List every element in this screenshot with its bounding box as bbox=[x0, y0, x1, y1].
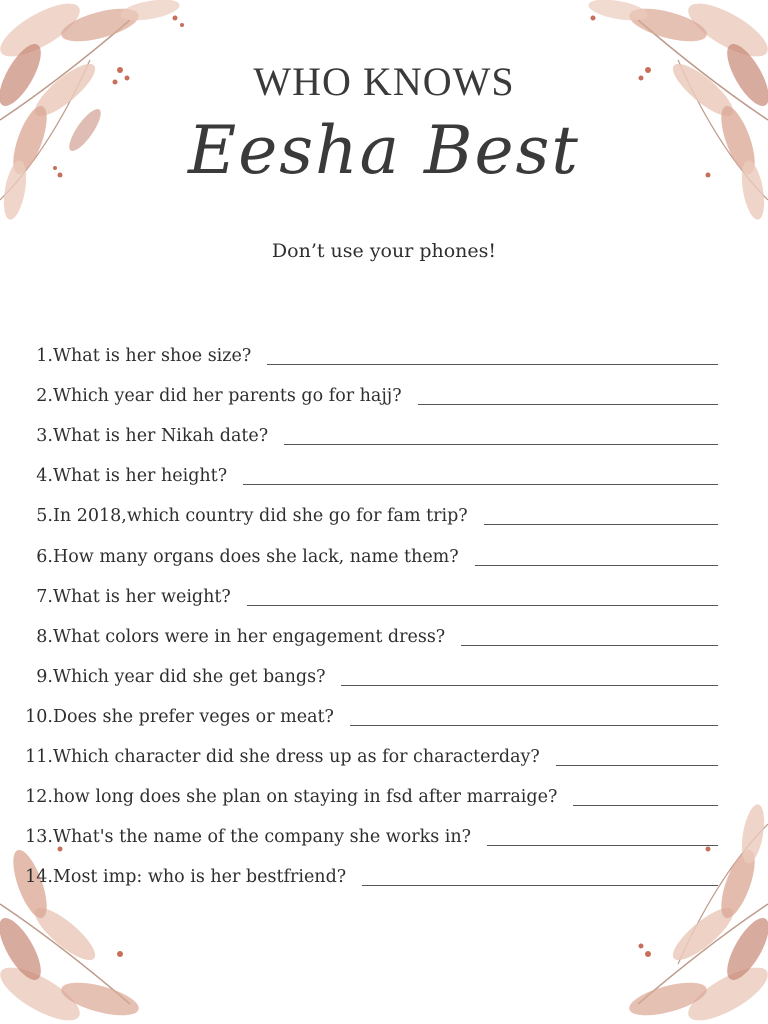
answer-blank-line[interactable] bbox=[573, 805, 718, 806]
answer-blank-line[interactable] bbox=[556, 765, 718, 766]
question-row bbox=[18, 327, 718, 367]
question-text: What is her height? bbox=[53, 466, 228, 487]
question-text: What is her weight? bbox=[53, 586, 231, 607]
question-number: 12. bbox=[25, 787, 53, 808]
answer-blank-line[interactable] bbox=[487, 845, 718, 846]
question-number: 5. bbox=[36, 506, 53, 527]
question-number: 6. bbox=[36, 546, 53, 567]
question-row bbox=[18, 808, 718, 848]
question-row bbox=[18, 367, 718, 407]
question-row bbox=[18, 688, 718, 728]
question-number: 11. bbox=[25, 747, 53, 768]
question-row bbox=[18, 608, 718, 648]
question-row bbox=[18, 568, 718, 608]
question-number: 2. bbox=[36, 386, 53, 407]
question-row bbox=[18, 487, 718, 527]
question-number: 4. bbox=[36, 466, 53, 487]
question-row bbox=[18, 728, 718, 768]
question-text: Which year did she get bangs? bbox=[53, 666, 326, 687]
question-text: What's the name of the company she works in? bbox=[53, 827, 472, 848]
question-text: What is her shoe size? bbox=[53, 346, 252, 367]
question-row bbox=[18, 527, 718, 567]
question-text: Does she prefer veges or meat? bbox=[53, 706, 334, 727]
answer-blank-line[interactable] bbox=[350, 725, 718, 726]
question-text: Most imp: who is her bestfriend? bbox=[53, 867, 347, 888]
question-text: What is her Nikah date? bbox=[53, 426, 269, 447]
question-number: 13. bbox=[25, 827, 53, 848]
answer-blank-line[interactable] bbox=[418, 404, 718, 405]
question-row bbox=[18, 407, 718, 447]
question-text: How many organs does she lack, name them? bbox=[53, 546, 459, 567]
answer-blank-line[interactable] bbox=[484, 524, 718, 525]
question-number: 3. bbox=[36, 426, 53, 447]
answer-blank-line[interactable] bbox=[461, 645, 718, 646]
question-number: 1. bbox=[36, 346, 53, 367]
question-text: how long does she plan on staying in fsd after marraige? bbox=[53, 787, 558, 808]
question-number: 14. bbox=[25, 867, 53, 888]
question-text: Which character did she dress up as for characterday? bbox=[53, 747, 540, 768]
title-name-script: Eesha Best bbox=[188, 112, 580, 189]
question-row bbox=[18, 848, 718, 888]
question-row bbox=[18, 447, 718, 487]
question-number: 8. bbox=[36, 626, 53, 647]
question-row bbox=[18, 768, 718, 808]
question-number: 7. bbox=[36, 586, 53, 607]
answer-blank-line[interactable] bbox=[267, 364, 718, 365]
question-text: Which year did her parents go for hajj? bbox=[53, 386, 402, 407]
question-number: 10. bbox=[25, 706, 53, 727]
answer-blank-line[interactable] bbox=[284, 444, 718, 445]
question-number: 9. bbox=[36, 666, 53, 687]
answer-blank-line[interactable] bbox=[243, 484, 718, 485]
answer-blank-line[interactable] bbox=[341, 685, 718, 686]
answer-blank-line[interactable] bbox=[475, 565, 718, 566]
question-text: In 2018,which country did she go for fam trip? bbox=[53, 506, 468, 527]
subtitle-instruction: Don’t use your phones! bbox=[271, 240, 497, 262]
question-text: What colors were in her engagement dress? bbox=[53, 626, 446, 647]
question-list bbox=[18, 327, 718, 888]
answer-blank-line[interactable] bbox=[247, 605, 718, 606]
title-who-knows: WHO KNOWS bbox=[253, 59, 515, 104]
question-row bbox=[18, 648, 718, 688]
answer-blank-line[interactable] bbox=[362, 885, 718, 886]
